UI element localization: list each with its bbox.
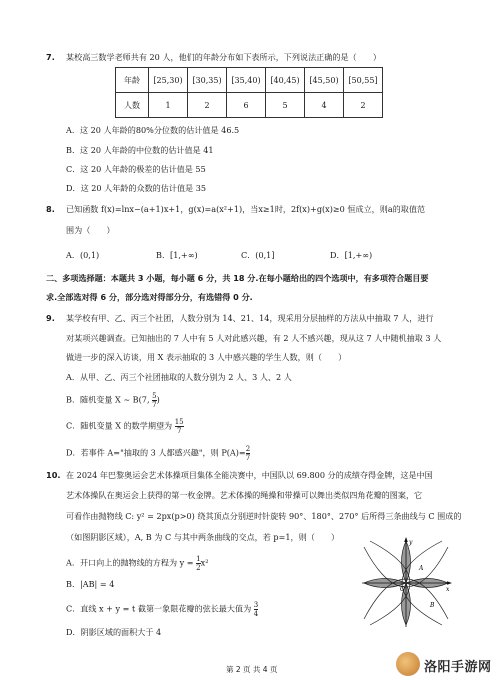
q10-number: 10. xyxy=(46,470,61,480)
four-petal-figure xyxy=(360,537,452,629)
fraction xyxy=(152,392,156,409)
q9-stem-line2: 对某项兴趣调查。已知抽出的 7 人中有 5 人对此感兴趣，有 2 人不感兴趣，现从这 7 人中随机抽取 3 人 xyxy=(66,333,442,343)
q9-option-c xyxy=(66,418,184,435)
q7-option-d: D．这 20 人年龄的众数的估计值是 35 xyxy=(66,183,207,193)
q8-stem-line1: 已知函数 f(x)=lnx−(a+1)x+1，g(x)=a(x²+1)，当x≥1时，2f(x)+g(x)≥0 恒成立，则a的取值范 xyxy=(66,204,426,214)
table-cell: [50,55] xyxy=(344,68,383,93)
fraction-numerator: 3 xyxy=(253,601,259,609)
x-axis-arrow xyxy=(447,581,452,585)
table-cell: 2 xyxy=(188,93,227,118)
table-cell: 2 xyxy=(344,93,383,118)
q8-option-a: A．(0,1) xyxy=(66,250,100,260)
table-cell: [30,35) xyxy=(188,68,227,93)
fraction-denominator: 4 xyxy=(253,610,259,618)
q10-option-a-suffix: x² xyxy=(200,557,209,568)
table-cell: 6 xyxy=(227,93,266,118)
q7-stem: 某校高三数学老师共有 20 人，他们的年龄分布如下表所示，下列说法正确的是（ ） xyxy=(66,52,381,62)
fraction-numerator: 15 xyxy=(174,418,184,426)
q10-option-b: B．|AB| = 4 xyxy=(66,579,115,589)
q9-option-c-text: C．随机变量 X 的数学期望为 xyxy=(66,420,173,431)
q10-option-a xyxy=(66,555,208,572)
section-heading-line1: 二、多项选择题：本题共 3 小题，每小题 6 分，共 18 分.在每小题给出的四个选项中，有多项符合题目要 xyxy=(46,273,429,283)
table-cell: [25,30) xyxy=(149,68,188,93)
q9-number: 9. xyxy=(46,313,55,323)
table-cell: [45,50) xyxy=(305,68,344,93)
table-cell: 4 xyxy=(305,93,344,118)
table-cell: [35,40) xyxy=(227,68,266,93)
watermark xyxy=(394,651,494,677)
q7-option-c: C．这 20 人年龄的极差的估计值是 55 xyxy=(66,164,206,174)
q7-option-b: B．这 20 人年龄的中位数的估计值是 41 xyxy=(66,145,214,155)
q9-option-b-text: B．随机变量 X ~ B xyxy=(66,394,139,405)
q10-stem-line4: （如图阴影区域），A, B 为 C 与其中两条曲线的交点，若 p=1，则（ ） xyxy=(66,532,340,542)
q9-option-d xyxy=(66,445,250,462)
fraction xyxy=(175,418,184,435)
q10-option-c-text: C．直线 x + y = t 截第一象限花瓣的弦长最大值为 xyxy=(66,603,252,614)
q8-stem-line2: 围为（ ） xyxy=(66,225,115,235)
q10-stem-line3: 可看作由抛物线 C: y² = 2px(p>0) 绕其顶点分别逆时针旋转 90°、180°、270° 后所得三条曲线与 C 围成的 xyxy=(66,511,462,521)
q8-option-b: B．[1,+∞) xyxy=(156,250,198,260)
point-a-label: A xyxy=(419,565,424,572)
table-header-count: 人数 xyxy=(116,93,149,118)
q10-option-c xyxy=(66,601,258,618)
q9-stem-line1: 某学校有甲、乙、丙三个社团，人数分别为 14、21、14，现采用分层抽样的方法从中抽取 7 人，进行 xyxy=(66,313,434,323)
origin-label: O xyxy=(400,586,405,593)
watermark-logo-icon xyxy=(396,652,420,676)
age-distribution-table xyxy=(115,67,383,118)
q10-option-a-text: A．开口向上的抛物线的方程为 y = xyxy=(66,557,194,568)
q8-option-c: C．(0,1] xyxy=(241,250,275,260)
q9-option-b-args: (7, xyxy=(138,394,153,405)
q8-option-d: D．[1,+∞) xyxy=(330,250,373,260)
q8-number: 8. xyxy=(46,204,55,214)
y-axis-label: y xyxy=(409,539,413,546)
table-row xyxy=(116,68,383,93)
q10-stem-line1: 在 2024 年巴黎奥运会艺术体操项目集体全能决赛中，中国队以 69.800 分的成绩夺得金牌，这是中国 xyxy=(66,470,433,480)
table-row xyxy=(116,93,383,118)
watermark-text: 洛阳手游网 xyxy=(424,660,492,675)
q9-stem-line3: 做进一步的深入访谈，用 X 表示抽取的 3 人中感兴趣的学生人数，则（ ） xyxy=(66,352,347,362)
fraction-numerator: 5 xyxy=(152,392,157,400)
section-heading-line2: 求.全部选对得 6 分，部分选对得部分分，有选错得 0 分. xyxy=(46,292,253,302)
q9-option-a: A．从甲、乙、丙三个社团抽取的人数分别为 2 人、3 人、2 人 xyxy=(66,372,292,382)
fraction-denominator: 7 xyxy=(176,427,182,435)
fraction-numerator: 1 xyxy=(196,555,201,563)
table-cell: [40,45) xyxy=(266,68,305,93)
fraction xyxy=(254,601,258,618)
q10-stem-line2: 艺术体操队在奥运会上获得的第一枚金牌。艺术体操的绳操和带操可以舞出类似四角花瓣的图案，它 xyxy=(66,490,423,500)
fraction-denominator: 2 xyxy=(196,564,201,572)
fraction-numerator: 2 xyxy=(245,445,251,453)
q9-option-d-text: D．若事件 A="抽取的 3 人都感兴趣"，则 P(A)= xyxy=(66,447,246,458)
q10-option-d: D．阴影区域的面积大于 4 xyxy=(66,627,162,637)
page-number: 第 2 页 共 4 页 xyxy=(226,665,278,674)
table-cell: 5 xyxy=(266,93,305,118)
fraction xyxy=(246,445,250,462)
table-header-age: 年龄 xyxy=(116,68,149,93)
point-b-label: B xyxy=(430,602,435,609)
fraction-denominator: 7 xyxy=(245,454,251,462)
y-axis-arrow xyxy=(404,537,408,542)
q7-number: 7. xyxy=(46,52,55,62)
table-cell: 1 xyxy=(149,93,188,118)
q7-option-a: A．这 20 人年龄的80%分位数的估计值是 46.5 xyxy=(66,125,240,135)
x-axis-label: x xyxy=(446,586,450,593)
fraction-denominator: 7 xyxy=(152,401,157,409)
q9-option-b: B．随机变量 X ~ B(7, $\frac{5}{7}$ ) xyxy=(66,392,160,409)
